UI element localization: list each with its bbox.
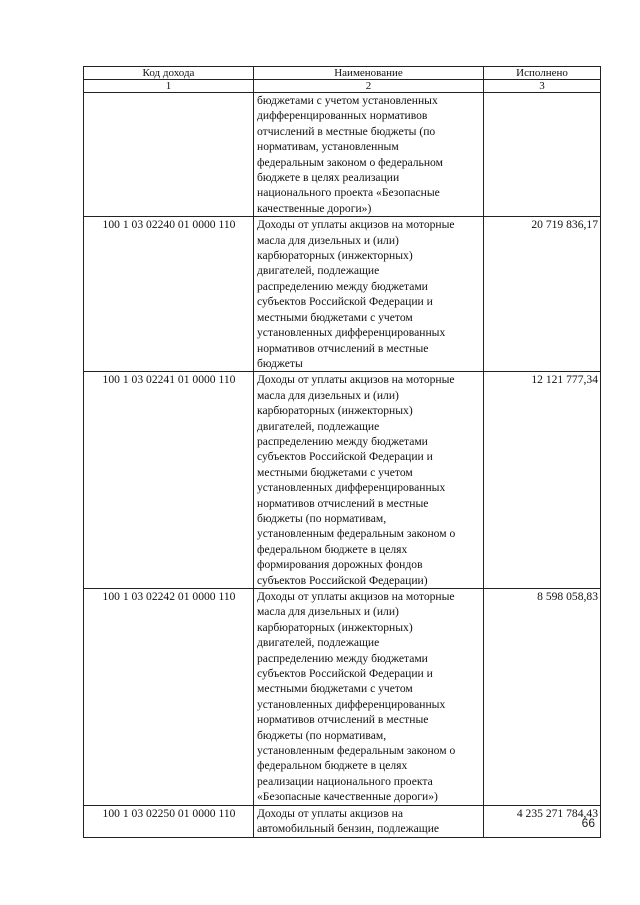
revenue-name-line: местными бюджетами с учетом	[257, 682, 413, 696]
executed-amount-cell: 20 719 836,17	[484, 217, 601, 372]
revenue-name-line: масла для дизельных и (или)	[257, 233, 399, 247]
table-row	[84, 372, 601, 589]
revenue-name-line: субъектов Российской Федерации и	[257, 450, 433, 464]
revenue-name-line: установленным федеральным законом о	[257, 744, 456, 758]
table-row	[84, 589, 601, 806]
executed-amount-cell: 4 235 271 784,43	[484, 805, 601, 837]
revenue-table	[83, 66, 601, 838]
revenue-name-line: распределению между бюджетами	[257, 434, 428, 448]
revenue-name-line: установленным федеральным законом о	[257, 527, 456, 541]
revenue-name-line: субъектов Российской Федерации и	[257, 667, 433, 681]
table-row	[84, 805, 601, 837]
revenue-name-cell	[254, 217, 484, 372]
revenue-name-line: установленных дифференцированных	[257, 481, 446, 495]
revenue-name-line: двигателей, подлежащие	[257, 419, 380, 433]
revenue-name-cell	[254, 372, 484, 589]
executed-amount-cell: 8 598 058,83	[484, 589, 601, 806]
revenue-name-line: Доходы от уплаты акцизов на моторные	[257, 590, 455, 603]
revenue-name-line: дифференцированных нормативов	[257, 109, 428, 123]
revenue-name-line: нормативов отчислений в местные	[257, 341, 429, 355]
table-row	[84, 93, 601, 217]
revenue-code-cell: 100 1 03 02241 01 0000 110	[84, 372, 254, 589]
revenue-name-line: бюджете в целях реализации	[257, 171, 400, 185]
revenue-code-cell: 100 1 03 02250 01 0000 110	[84, 805, 254, 837]
revenue-name-line: федеральном бюджете в целях	[257, 542, 408, 556]
revenue-name-line: бюджеты (по нормативам,	[257, 728, 387, 742]
revenue-name-line: федеральном бюджете в целях	[257, 759, 408, 773]
revenue-name-line: национального проекта «Безопасные	[257, 186, 440, 200]
revenue-name-line: распределению между бюджетами	[257, 279, 428, 293]
page-number: 66	[581, 816, 595, 830]
revenue-name-line: качественные дороги»)	[257, 201, 372, 215]
revenue-name-line: субъектов Российской Федерации и	[257, 295, 433, 309]
revenue-name-line: отчислений в местные бюджеты (по	[257, 124, 436, 138]
revenue-name-line: федеральным законом о федеральном	[257, 155, 443, 169]
revenue-name-line: нормативам, установленным	[257, 140, 399, 154]
revenue-name-line: масла для дизельных и (или)	[257, 605, 399, 619]
revenue-name-line: субъектов Российской Федерации)	[257, 573, 428, 587]
revenue-name-line: бюджеты (по нормативам,	[257, 511, 387, 525]
revenue-name-line: бюджеты	[257, 356, 303, 370]
executed-amount-cell	[484, 93, 601, 217]
revenue-name-line: бюджетами с учетом установленных	[257, 94, 438, 107]
column-number-1: 1	[84, 80, 254, 93]
revenue-name-line: карбюраторных (инжекторных)	[257, 620, 413, 634]
header-name: Наименование	[254, 67, 484, 80]
revenue-name-line: Доходы от уплаты акцизов на моторные	[257, 218, 455, 232]
table-header	[84, 67, 601, 93]
revenue-code-cell: 100 1 03 02242 01 0000 110	[84, 589, 254, 806]
table-body	[84, 93, 601, 838]
revenue-name-line: масла для дизельных и (или)	[257, 388, 399, 402]
header-row	[84, 67, 601, 80]
revenue-name-line: Доходы от уплаты акцизов на	[257, 806, 404, 820]
revenue-code-cell: 100 1 03 02240 01 0000 110	[84, 217, 254, 372]
column-number-3: 3	[484, 80, 601, 93]
revenue-name-line: местными бюджетами с учетом	[257, 465, 413, 479]
revenue-name-line: распределению между бюджетами	[257, 651, 428, 665]
revenue-name-line: формирования дорожных фондов	[257, 558, 423, 572]
revenue-name-line: карбюраторных (инжекторных)	[257, 249, 413, 263]
table-row	[84, 217, 601, 372]
revenue-name-line: «Безопасные качественные дороги»)	[257, 790, 438, 804]
revenue-name-line: нормативов отчислений в местные	[257, 496, 429, 510]
revenue-name-line: двигателей, подлежащие	[257, 264, 380, 278]
revenue-name-cell	[254, 805, 484, 837]
revenue-name-cell	[254, 93, 484, 217]
revenue-name-line: автомобильный бензин, подлежащие	[257, 822, 440, 836]
column-number-row	[84, 80, 601, 93]
revenue-name-line: установленных дифференцированных	[257, 326, 446, 340]
revenue-name-line: двигателей, подлежащие	[257, 636, 380, 650]
revenue-name-line: Доходы от уплаты акцизов на моторные	[257, 373, 455, 387]
revenue-name-line: нормативов отчислений в местные	[257, 713, 429, 727]
revenue-name-line: установленных дифференцированных	[257, 697, 446, 711]
revenue-code-cell	[84, 93, 254, 217]
header-executed: Исполнено	[484, 67, 601, 80]
revenue-name-line: местными бюджетами с учетом	[257, 310, 413, 324]
revenue-name-cell	[254, 589, 484, 806]
revenue-name-line: реализации национального проекта	[257, 774, 433, 788]
revenue-name-line: карбюраторных (инжекторных)	[257, 404, 413, 418]
executed-amount-cell: 12 121 777,34	[484, 372, 601, 589]
header-code: Код дохода	[84, 67, 254, 80]
column-number-2: 2	[254, 80, 484, 93]
